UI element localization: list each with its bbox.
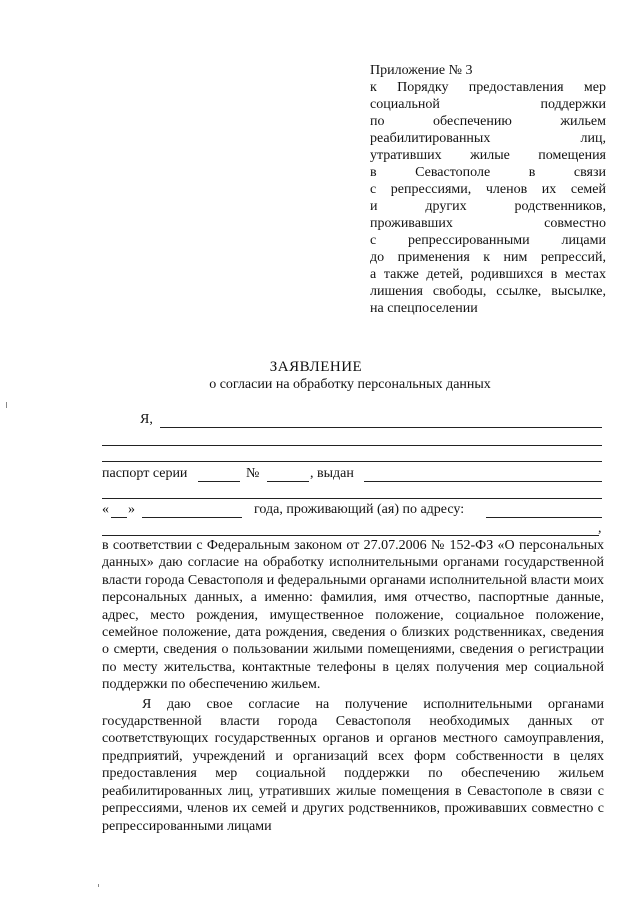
blank-line-field[interactable] (102, 461, 602, 462)
passport-series-label: паспорт серии (102, 466, 188, 481)
appendix-line: социальной поддержки (370, 97, 606, 112)
appendix-line: проживавших совместно (370, 216, 606, 231)
appendix-line: лишения свободы, ссылке, высылке, (370, 284, 606, 299)
scan-speck (6, 402, 7, 408)
date-open-quote: « (102, 502, 109, 517)
scan-speck (98, 884, 99, 887)
address-end-comma: , (598, 521, 602, 536)
document-title: ЗАЯВЛЕНИЕ (269, 359, 363, 375)
passport-number-label: № (246, 466, 260, 481)
issue-month-field[interactable] (142, 517, 242, 518)
appendix-line: до применения к ним репрессий, (370, 250, 606, 265)
document-subtitle: о согласии на обработку персональных данных (209, 377, 491, 392)
appendix-line: а также детей, родившихся в местах (370, 267, 606, 282)
appendix-body (370, 79, 606, 317)
appendix-line: на спецпоселении (370, 301, 478, 316)
consent-text (102, 537, 604, 835)
consent-paragraph-2: Я даю свое согласие на получение исполнительными органами государственной власти города Севастополя необходимых данных от соответствующих государственных органов и органов местного самоуправления, предприятий, учреждений и организаций всех форм собственности в целях предоставления мер социальной поддержки по обеспечению жильем реабилитированных лиц, утративших жилые помещения в Севастополе в связи с репрессиями, членов их семей и других родственников, проживавших совместно с репрессированными лицами (102, 696, 604, 834)
consent-paragraph-1: в соответствии с Федеральным законом от 27.07.2006 № 152-ФЗ «О персональных данных» даю согласие на обработку исполнительными органами государственной власти города Севастополя и федеральными органами исполнительной власти моих персональных данных, а именно: фамилия, имя отчество, паспортные данные, адрес, место рождения, имущественное положение, социальное положение, семейное положение, дата рождения, сведения о близких родственниках, сведения о смерти, сведения о пользовании жилыми помещениями, сведения о регистрации по месту жительства, контактные телефоны в целях получения мер социальной поддержки по обеспечению жильем. (102, 538, 604, 693)
appendix-line: утративших жилые помещения (370, 148, 606, 163)
issued-by-field[interactable] (364, 481, 602, 482)
passport-number-field[interactable] (267, 481, 309, 482)
appendix-line: с репрессированными лицами (370, 233, 606, 248)
date-close-quote: » (128, 502, 135, 517)
appendix-line: и других родственников, (370, 199, 606, 214)
issue-day-field[interactable] (111, 517, 127, 518)
full-name-continuation-field[interactable] (102, 445, 602, 446)
passport-series-field[interactable] (198, 481, 240, 482)
issued-by-label: , выдан (310, 466, 354, 481)
address-continuation-field[interactable] (102, 535, 599, 536)
appendix-title: Приложение № 3 (370, 63, 473, 78)
appendix-line: в Севастополе в связи (370, 165, 606, 180)
appendix-line: по обеспечению жильем (370, 114, 606, 129)
full-name-field[interactable] (160, 427, 602, 428)
i-label: Я, (140, 412, 153, 427)
issued-by-continuation-field[interactable] (102, 498, 602, 499)
appendix-line: реабилитированных лиц, (370, 131, 606, 146)
address-field[interactable] (486, 517, 602, 518)
appendix-line: к Порядку предоставления мер (370, 80, 606, 95)
appendix-line: с репрессиями, членов их семей (370, 182, 606, 197)
residing-address-label: года, проживающий (ая) по адресу: (254, 502, 465, 517)
appendix-block (370, 62, 606, 317)
